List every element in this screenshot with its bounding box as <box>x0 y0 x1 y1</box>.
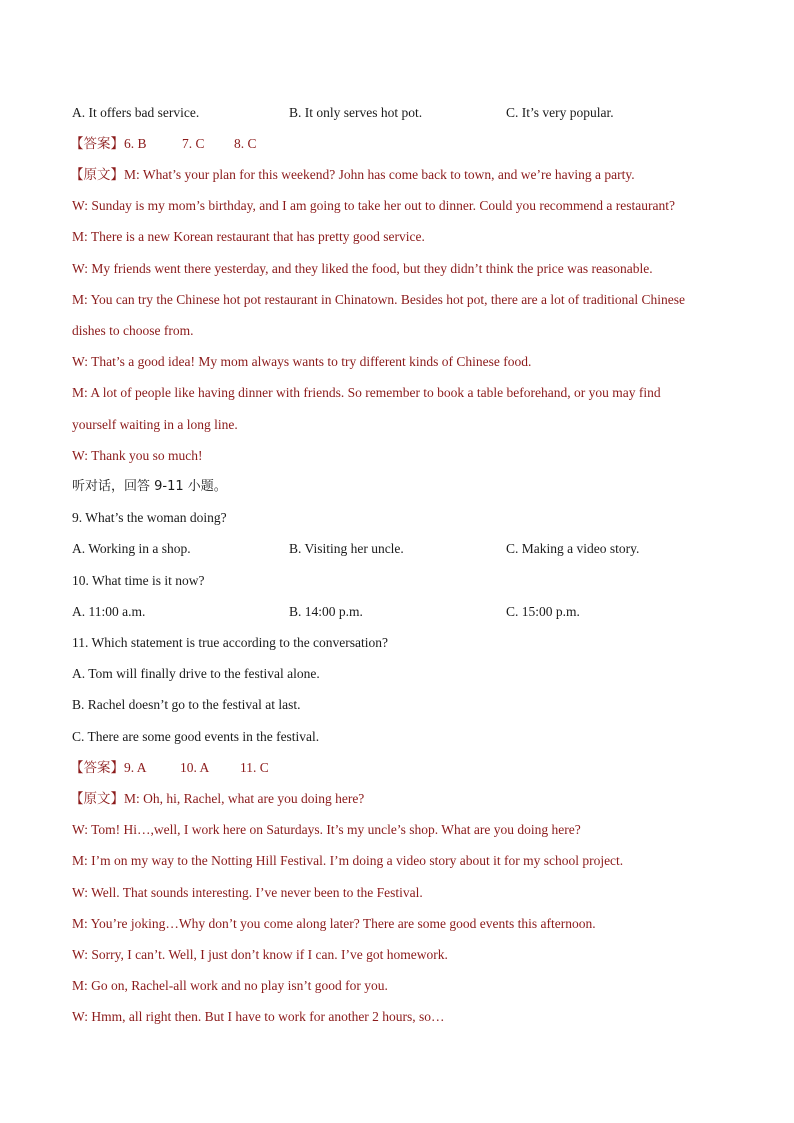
transcript-2-line-1: W: Tom! Hi…,well, I work here on Saturdays. It’s my uncle’s shop. What are you doing here? <box>72 822 581 837</box>
answer-line-1 <box>70 135 257 153</box>
transcript-2-line-7: W: Hmm, all right then. But I have to work for another 2 hours, so… <box>72 1009 445 1024</box>
answer-tag: 【答案】 <box>70 760 124 775</box>
transcript-1-line-5: dishes to choose from. <box>72 323 194 338</box>
q11-option-a: A. Tom will finally drive to the festival alone. <box>72 666 320 681</box>
transcript-1-line-2: M: There is a new Korean restaurant that has pretty good service. <box>72 229 425 244</box>
transcript-2-line-5: W: Sorry, I can’t. Well, I just don’t know if I can. I’ve got homework. <box>72 947 448 962</box>
q11-option-c: C. There are some good events in the festival. <box>72 729 320 744</box>
q10-option-c: C. 15:00 p.m. <box>506 604 580 619</box>
transcript-1-line-0: 【原文】M: What’s your plan for this weekend? John has come back to town, and we’re having a party. <box>70 167 635 182</box>
transcript-2-line-3: W: Well. That sounds interesting. I’ve never been to the Festival. <box>72 885 423 900</box>
q10-question: 10. What time is it now? <box>72 573 205 588</box>
q11-question: 11. Which statement is true according to the conversation? <box>72 635 389 650</box>
transcript-1-line-3: W: My friends went there yesterday, and they liked the food, but they didn’t think the price was reasonable. <box>72 261 653 276</box>
q9-option-a: A. Working in a shop. <box>72 541 191 556</box>
answer-6: 6. B <box>124 136 147 151</box>
transcript-2-line-2: M: I’m on my way to the Notting Hill Festival. I’m doing a video story about it for my school project. <box>72 853 624 868</box>
q10-option-a: A. 11:00 a.m. <box>72 604 146 619</box>
section-heading: 听对话，回答 9-11 小题。 <box>72 479 227 494</box>
q11-option-b: B. Rachel doesn’t go to the festival at last. <box>72 697 301 712</box>
transcript-2-line-0: 【原文】M: Oh, hi, Rachel, what are you doing here? <box>70 791 365 806</box>
q10-option-b: B. 14:00 p.m. <box>289 604 363 619</box>
transcript-1-line-6: W: That’s a good idea! My mom always wants to try different kinds of Chinese food. <box>72 354 532 369</box>
answer-7: 7. C <box>182 136 205 151</box>
answer-line-2 <box>70 759 269 777</box>
answer-tag: 【答案】 <box>70 136 124 151</box>
q8-option-b: B. It only serves hot pot. <box>289 105 423 120</box>
q8-option-c: C. It’s very popular. <box>506 105 614 120</box>
transcript-1-line-9: W: Thank you so much! <box>72 448 203 463</box>
q9-option-c: C. Making a video story. <box>506 541 640 556</box>
transcript-1-line-8: yourself waiting in a long line. <box>72 417 238 432</box>
transcript-1-line-4: M: You can try the Chinese hot pot restaurant in Chinatown. Besides hot pot, there are a lot of traditional Chinese <box>72 292 686 307</box>
transcript-tag: 【原文】 <box>70 791 124 806</box>
answer-10: 10. A <box>180 760 210 775</box>
transcript-2-line-6: M: Go on, Rachel-all work and no play isn’t good for you. <box>72 978 388 993</box>
transcript-tag: 【原文】 <box>70 167 124 182</box>
answer-8: 8. C <box>234 136 257 151</box>
answer-11: 11. C <box>240 760 269 775</box>
q8-option-a: A. It offers bad service. <box>72 105 200 120</box>
q9-option-b: B. Visiting her uncle. <box>289 541 404 556</box>
transcript-1-line-1: W: Sunday is my mom’s birthday, and I am going to take her out to dinner. Could you recommend a restaurant? <box>72 198 675 213</box>
q9-question: 9. What’s the woman doing? <box>72 510 227 525</box>
transcript-2-line-4: M: You’re joking…Why don’t you come along later? There are some good events this afternoon. <box>72 916 596 931</box>
transcript-1-line-7: M: A lot of people like having dinner with friends. So remember to book a table beforehand, or you may find <box>72 385 661 400</box>
answer-9: 9. A <box>124 760 147 775</box>
